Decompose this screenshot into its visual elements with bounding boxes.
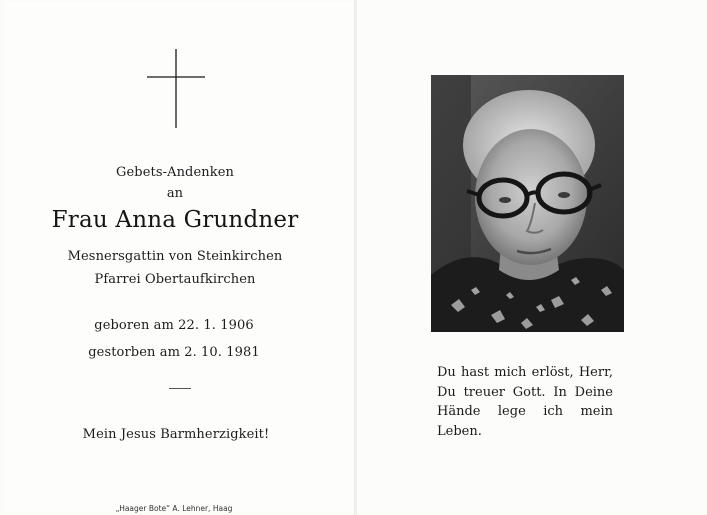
deceased-name: Frau Anna Grundner (51, 207, 299, 233)
verse (437, 363, 613, 441)
printer-credit: „Haager Bote“ A. Lehner, Haag (115, 504, 233, 513)
description-line-1: Mesnersgattin von Steinkirchen (67, 249, 283, 264)
description-line-2: Pfarrei Obertaufkirchen (94, 272, 256, 287)
cross-icon (4, 2, 354, 142)
verse-line-2: Du treuer Gott. In Deine (437, 384, 613, 400)
heading: Gebets-Andenken (116, 165, 234, 180)
divider (169, 388, 191, 389)
portrait-photo (431, 75, 624, 332)
birth-date: geboren am 22. 1. 1906 (94, 318, 254, 333)
prayer-line: Mein Jesus Barmherzigkeit! (82, 427, 270, 442)
left-panel (4, 2, 354, 513)
death-date: gestorben am 2. 10. 1981 (88, 345, 260, 360)
preposition: an (166, 186, 184, 201)
verse-line-3: Hände lege ich mein Leben. (437, 404, 613, 439)
verse-line-1: Du hast mich erlöst, Herr, (437, 365, 613, 380)
portrait-image (431, 75, 624, 332)
